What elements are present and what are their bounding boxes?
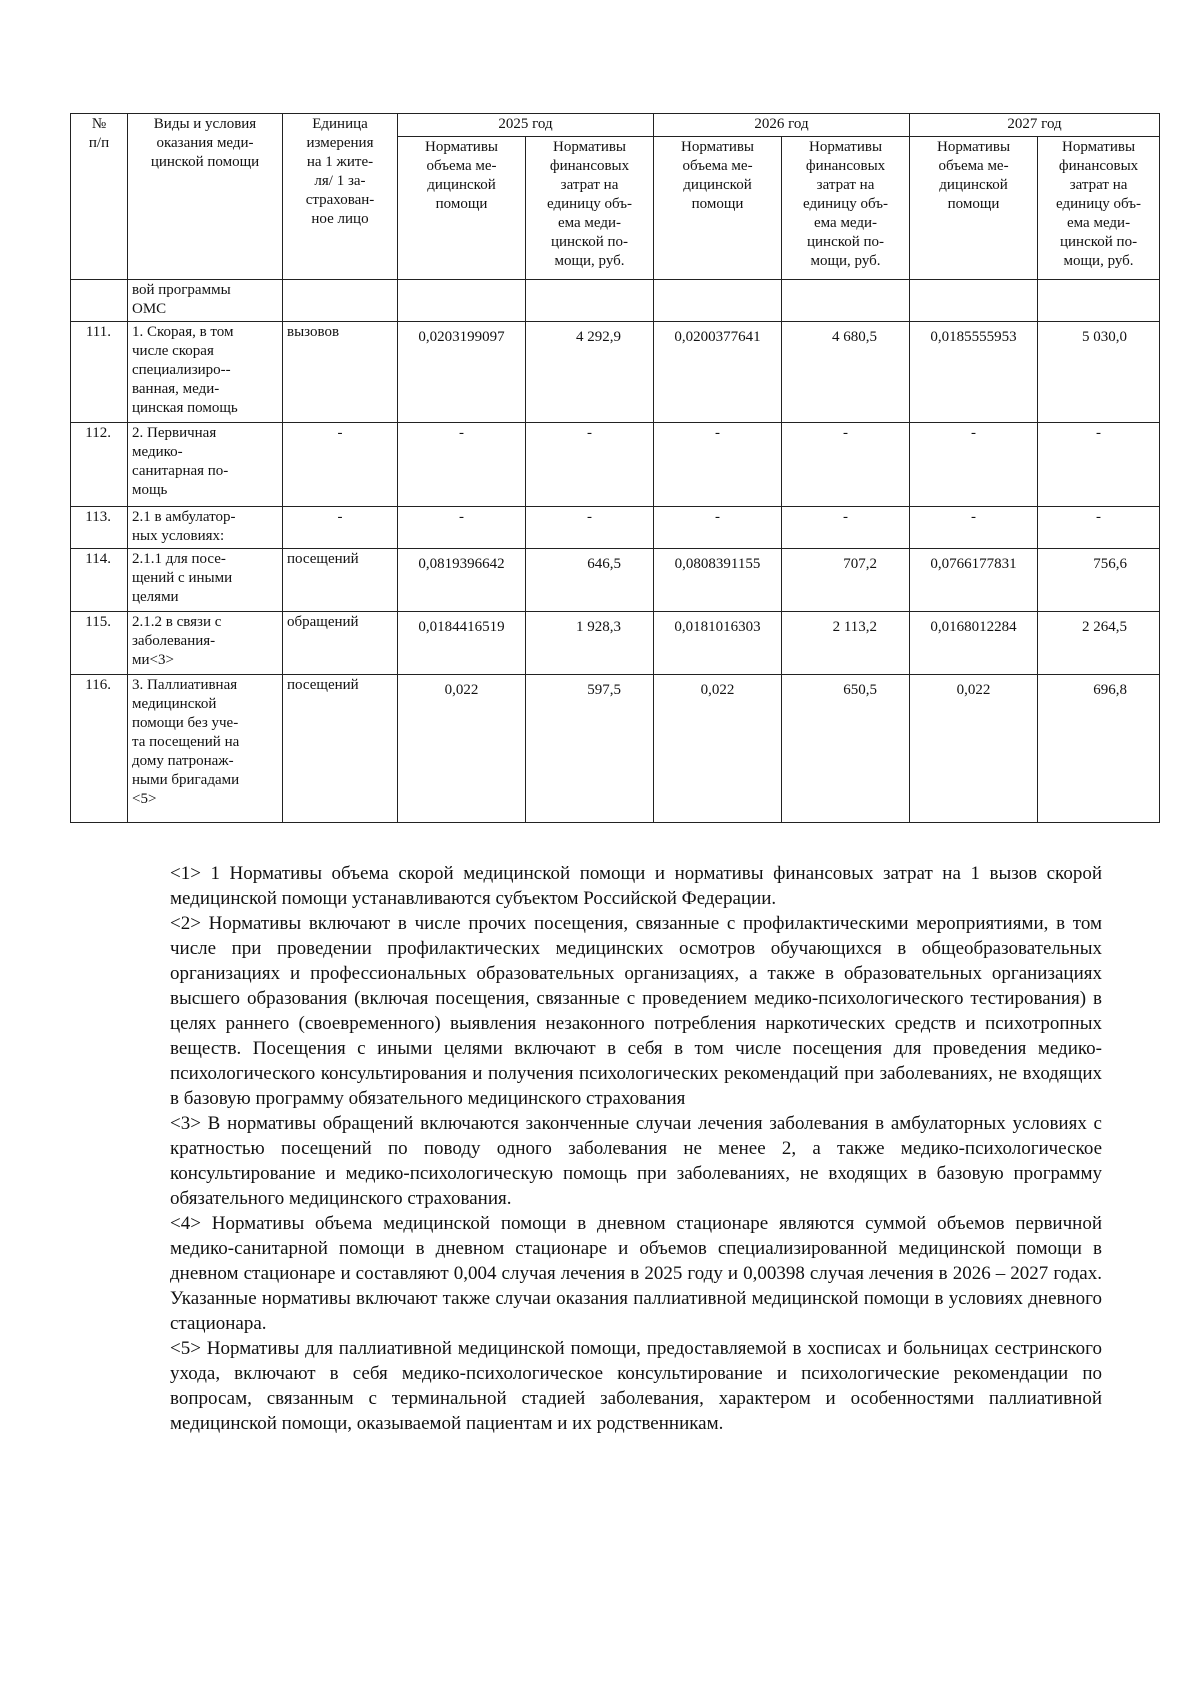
finance-2027: 696,8	[1038, 675, 1160, 823]
table-row	[71, 549, 1160, 612]
finance-2025: 646,5	[526, 549, 654, 612]
row-type: 2.1.2 в связи с заболевания- ми<3>	[128, 612, 283, 675]
row-type: 2. Первичная медико- санитарная по- мощь	[128, 423, 283, 507]
footnote-4: <4> Нормативы объема медицинской помощи в дневном стационаре являются суммой объемов первичной медико-санитарной помощи в дневном стационаре и объемов специализированной медицинской помощи в дневном стационаре и составляют 0,004 случая лечения в 2025 году и 0,00398 случая лечения в 2026 – 2027 годах. Указанные нормативы включают также случаи оказания паллиативной медицинской помощи в условиях дневного стационара.	[170, 1213, 1102, 1334]
footnote-3: <3> В нормативы обращений включаются законченные случаи лечения заболевания в амбулаторных условиях с кратностью посещений по поводу одного заболевания не менее 2, а также медико-психологическое консультирование и медико-психологическую помощь при заболеваниях, не входящих в базовую программу обязательного медицинского страхования.	[170, 1113, 1102, 1209]
finance-2025: -	[526, 507, 654, 549]
table-row	[71, 507, 1160, 549]
volume-2027: 0,022	[910, 675, 1038, 823]
row-number: 115.	[71, 612, 128, 675]
header-no: № п/п	[71, 114, 128, 280]
row-number: 116.	[71, 675, 128, 823]
table-row	[71, 280, 1160, 322]
row-number: 112.	[71, 423, 128, 507]
footnote-1: <1> 1 Нормативы объема скорой медицинской помощи и нормативы финансовых затрат на 1 вызов скорой медицинской помощи устанавливаются субъектом Российской Федерации.	[170, 863, 1102, 909]
finance-2026: 650,5	[782, 675, 910, 823]
finance-2027: 756,6	[1038, 549, 1160, 612]
volume-2026: 0,0181016303	[654, 612, 782, 675]
header-finance-2026: Нормативы финансовых затрат на единицу объ- ема меди- цинской по- мощи, руб.	[782, 137, 910, 280]
volume-2025: -	[398, 507, 526, 549]
finance-2027: 2 264,5	[1038, 612, 1160, 675]
table-row	[71, 423, 1160, 507]
row-unit: -	[283, 507, 398, 549]
row-type: 3. Паллиативная медицинской помощи без уче- та посещений на дому патронаж- ными бригадами <5>	[128, 675, 283, 823]
header-volume-2025: Нормативы объема ме- дицинской помощи	[398, 137, 526, 280]
row-type: 2.1.1 для посе- щений с иными целями	[128, 549, 283, 612]
header-finance-2025: Нормативы финансовых затрат на единицу объ- ема меди- цинской по- мощи, руб.	[526, 137, 654, 280]
row-unit: -	[283, 423, 398, 507]
volume-2026: 0,0808391155	[654, 549, 782, 612]
header-year-2026: 2026 год	[654, 114, 910, 137]
volume-2026: 0,0200377641	[654, 322, 782, 423]
table-header-row	[71, 114, 1160, 137]
header-year-2025: 2025 год	[398, 114, 654, 137]
row-type: 2.1 в амбулатор- ных условиях:	[128, 507, 283, 549]
volume-2026: -	[654, 423, 782, 507]
table-row	[71, 675, 1160, 823]
row-unit: посещений	[283, 549, 398, 612]
volume-2025: 0,0184416519	[398, 612, 526, 675]
volume-2027: -	[910, 423, 1038, 507]
header-type: Виды и условия оказания меди- цинской помощи	[128, 114, 283, 280]
row-unit: посещений	[283, 675, 398, 823]
header-volume-2026: Нормативы объема ме- дицинской помощи	[654, 137, 782, 280]
footnotes	[170, 861, 1102, 1436]
finance-2027: 5 030,0	[1038, 322, 1160, 423]
volume-2025: -	[398, 423, 526, 507]
finance-2025: -	[526, 423, 654, 507]
row-number: 114.	[71, 549, 128, 612]
finance-2027: -	[1038, 423, 1160, 507]
volume-2026: 0,022	[654, 675, 782, 823]
volume-2025: 0,022	[398, 675, 526, 823]
volume-2027: -	[910, 507, 1038, 549]
table-row	[71, 612, 1160, 675]
footnote-5: <5> Нормативы для паллиативной медицинской помощи, предоставляемой в хосписах и больницах сестринского ухода, включают в себя медико-психологическое консультирование и психологические рекомендации по вопросам, связанным с терминальной стадией заболевания, характером и особенностями паллиативной медицинской помощи, оказываемой пациентам и их родственникам.	[170, 1338, 1102, 1434]
finance-2025: 597,5	[526, 675, 654, 823]
finance-2027: -	[1038, 507, 1160, 549]
finance-2026: -	[782, 423, 910, 507]
footnote-2: <2> Нормативы включают в числе прочих посещения, связанные с профилактическими мероприятиями, в том числе при проведении профилактических медицинских осмотров обучающихся в общеобразовательных организациях и профессиональных образовательных организациях, а также в образовательных организациях высшего образования (включая посещения, связанные с проведением медико-психологического тестирования) в целях раннего (своевременного) выявления незаконного потребления наркотических средств и психотропных веществ. Посещения с иными целями включают в себя в том числе посещения для проведения медико-психологического консультирования и получения психологических рекомендаций при заболеваниях, не входящих в базовую программу обязательного медицинского страхования	[170, 913, 1102, 1109]
finance-2026: 4 680,5	[782, 322, 910, 423]
header-year-2027: 2027 год	[910, 114, 1160, 137]
row-number: 111.	[71, 322, 128, 423]
volume-2025: 0,0819396642	[398, 549, 526, 612]
header-finance-2027: Нормативы финансовых затрат на единицу объ- ема меди- цинской по- мощи, руб.	[1038, 137, 1160, 280]
volume-2027: 0,0185555953	[910, 322, 1038, 423]
volume-2027: 0,0766177831	[910, 549, 1038, 612]
continuation-cell: вой программы ОМС	[128, 280, 283, 322]
finance-2026: -	[782, 507, 910, 549]
row-unit: обращений	[283, 612, 398, 675]
row-unit: вызовов	[283, 322, 398, 423]
volume-2027: 0,0168012284	[910, 612, 1038, 675]
volume-2026: -	[654, 507, 782, 549]
header-volume-2027: Нормативы объема ме- дицинской помощи	[910, 137, 1038, 280]
finance-2026: 2 113,2	[782, 612, 910, 675]
row-type: 1. Скорая, в том числе скорая специализиро-- ванная, меди- цинская помощь	[128, 322, 283, 423]
finance-2025: 1 928,3	[526, 612, 654, 675]
header-unit: Единица измерения на 1 жите- ля/ 1 за- страхован- ное лицо	[283, 114, 398, 280]
row-number: 113.	[71, 507, 128, 549]
finance-2025: 4 292,9	[526, 322, 654, 423]
finance-2026: 707,2	[782, 549, 910, 612]
volume-2025: 0,0203199097	[398, 322, 526, 423]
norms-table	[70, 113, 1160, 823]
table-row	[71, 322, 1160, 423]
